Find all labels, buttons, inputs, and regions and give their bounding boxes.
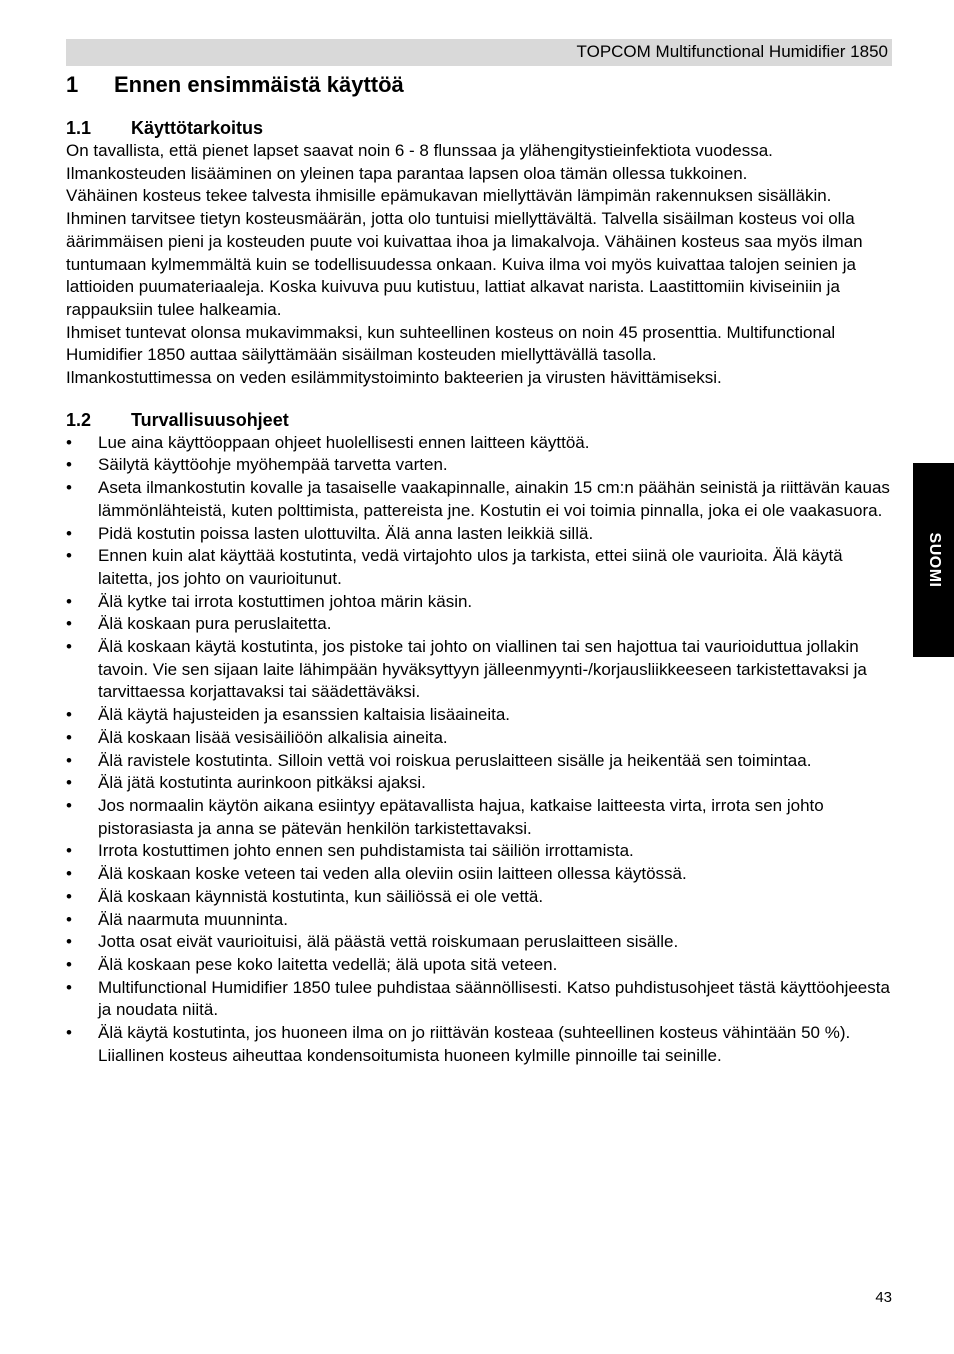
list-item xyxy=(66,909,896,932)
list-item xyxy=(66,840,896,863)
bullet-icon: • xyxy=(66,932,72,952)
list-item xyxy=(66,727,896,750)
list-item-text: Irrota kostuttimen johto ennen sen puhdistamista tai säiliön irrottamista. xyxy=(98,841,634,861)
list-item-text: Älä koskaan koske veteen tai veden alla oleviin osiin laitteen ollessa käytössä. xyxy=(98,864,687,884)
list-item-text: Ennen kuin alat käyttää kostutinta, vedä virtajohto ulos ja tarkista, ettei siinä ole vaurioita. Älä käytä laitetta, jos johto on vaurioitunut. xyxy=(98,546,843,588)
list-item-text: Älä kytke tai irrota kostuttimen johtoa märin käsin. xyxy=(98,591,473,611)
chapter-number: 1 xyxy=(66,72,79,97)
safety-list xyxy=(66,432,896,1068)
language-tab-label: SUOMI xyxy=(925,532,943,588)
list-item xyxy=(66,750,896,773)
list-item-text: Aseta ilmankostutin kovalle ja tasaiselle vaakapinnalle, ainakin 15 cm:n päähän seinistä ja riittävän kauas lämmönlähteistä, kuten polttimista, pattereista jne. Kostutin ei voi toimia pinnalla, joka ei ole vaakasuora. xyxy=(98,478,890,520)
header-title: TOPCOM Multifunctional Humidifier 1850 xyxy=(576,42,888,61)
body-paragraph: Ihmiset tuntevat olonsa mukavimmaksi, kun suhteellinen kosteus on noin 45 prosenttia. Multifunctional Humidifier 1850 auttaa säilyttämään sisäilman kosteuden miellyttävällä tasolla. xyxy=(66,322,836,365)
bullet-icon: • xyxy=(66,637,72,657)
list-item-text: Älä käytä kostutinta, jos huoneen ilma on jo riittävän kosteaa (suhteellinen kosteus vähintään 50 %). Liiallinen kosteus aiheuttaa kondensoitumista huoneen kylmille pinnoille tai seinille. xyxy=(98,1023,851,1065)
bullet-icon: • xyxy=(66,750,72,770)
section-heading-purpose xyxy=(66,116,896,140)
bullet-icon: • xyxy=(66,523,72,543)
section-body-purpose xyxy=(66,140,896,390)
list-item xyxy=(66,795,896,840)
list-item xyxy=(66,954,896,977)
list-item xyxy=(66,977,896,1022)
list-item xyxy=(66,432,896,455)
list-item xyxy=(66,545,896,590)
list-item xyxy=(66,523,896,546)
bullet-icon: • xyxy=(66,455,72,475)
list-item-text: Multifunctional Humidifier 1850 tulee puhdistaa säännöllisesti. Katso puhdistusohjeet tästä käyttöohjeesta ja noudata niitä. xyxy=(98,977,890,1020)
list-item-text: Älä koskaan pura peruslaitetta. xyxy=(98,614,332,634)
page-content xyxy=(66,70,896,1067)
bullet-icon: • xyxy=(66,591,72,611)
bullet-icon: • xyxy=(66,705,72,725)
bullet-icon: • xyxy=(66,614,72,634)
bullet-icon: • xyxy=(66,432,72,452)
bullet-icon: • xyxy=(66,909,72,929)
list-item-text: Pidä kostutin poissa lasten ulottuvilta. Älä anna lasten leikkiä sillä. xyxy=(98,523,594,543)
list-item xyxy=(66,704,896,727)
section-number: 1.1 xyxy=(66,118,92,138)
list-item xyxy=(66,772,896,795)
bullet-icon: • xyxy=(66,1023,72,1043)
bullet-icon: • xyxy=(66,546,72,566)
list-item xyxy=(66,613,896,636)
body-paragraph: Vähäinen kosteus tekee talvesta ihmisille epämukavan miellyttävän lämpimän rakennuksen sisälläkin. Ihminen tarvitsee tietyn kosteusmäärän, jotta olo tuntuisi miellyttävältä. Talvella sisäilman kosteus voi olla äärimmäisen pieni ja kosteuden puute voi kuivattaa ihoa ja limakalvoja. Vähäinen kosteus saa myös ilman tuntumaan kylmemmältä kuin se todellisuudessa onkaan. Kuiva ilma voi myös kuivattaa talojen seinien ja lattioiden puumateriaaleja. Koska kuivuva puu kutistuu, lattiat alkavat narista. Laastittomiin kiviseiniin ja rappauksiin tulee halkeamia. xyxy=(66,186,863,319)
list-item xyxy=(66,886,896,909)
list-item xyxy=(66,863,896,886)
list-item xyxy=(66,636,896,704)
list-item-text: Älä koskaan käynnistä kostutinta, kun säiliössä ei ole vettä. xyxy=(98,886,544,906)
list-item-text: Älä jätä kostutinta aurinkoon pitkäksi ajaksi. xyxy=(98,773,426,793)
list-item xyxy=(66,591,896,614)
bullet-icon: • xyxy=(66,977,72,997)
list-item-text: Jotta osat eivät vaurioituisi, älä päästä vettä roiskumaan peruslaitteen sisälle. xyxy=(98,932,679,952)
bullet-icon: • xyxy=(66,773,72,793)
list-item xyxy=(66,931,896,954)
chapter-title: Ennen ensimmäistä käyttöä xyxy=(114,72,404,97)
list-item-text: Älä naarmuta muunninta. xyxy=(98,909,288,929)
bullet-icon: • xyxy=(66,478,72,498)
bullet-icon: • xyxy=(66,841,72,861)
body-paragraph: Ilmankostuttimessa on veden esilämmitystoiminto bakteerien ja virusten hävittämiseksi. xyxy=(66,368,722,388)
list-item-text: Älä käytä hajusteiden ja esanssien kaltaisia lisäaineita. xyxy=(98,705,511,725)
bullet-icon: • xyxy=(66,727,72,747)
bullet-icon: • xyxy=(66,864,72,884)
list-item-text: Säilytä käyttöohje myöhempää tarvetta varten. xyxy=(98,455,448,475)
list-item xyxy=(66,1022,896,1067)
list-item-text: Älä koskaan lisää vesisäiliöön alkalisia aineita. xyxy=(98,727,448,747)
section-title: Käyttötarkoitus xyxy=(131,118,264,138)
list-item-text: Älä koskaan pese koko laitetta vedellä; älä upota sitä veteen. xyxy=(98,954,558,974)
list-item-text: Lue aina käyttöoppaan ohjeet huolellisesti ennen laitteen käyttöä. xyxy=(98,432,590,452)
list-item-text: Jos normaalin käytön aikana esiintyy epätavallista hajua, katkaise laitteesta virta, irrota sen johto pistorasiasta ja anna se pätevän henkilön tarkistettavaksi. xyxy=(98,795,824,838)
body-paragraph: On tavallista, että pienet lapset saavat noin 6 - 8 flunssaa ja ylähengitystieinfektiota vuodessa. Ilmankosteuden lisääminen on yleinen tapa parantaa lapsen oloa tämän ollessa tukkoinen. xyxy=(66,141,773,183)
list-item-text: Älä koskaan käytä kostutinta, jos pistoke tai johto on viallinen tai sen hajottua tai vaurioiduttua jollakin tavoin. Vie sen sijaan laite lähimpään hyväksyttyyn jälleenmyynti-/korjausliikkeeseen tarkistettavaksi ja tarvittaessa korjattavaksi tai säädettäväksi. xyxy=(98,637,867,702)
section-title: Turvallisuusohjeet xyxy=(131,409,289,430)
bullet-icon: • xyxy=(66,886,72,906)
list-item xyxy=(66,454,896,477)
chapter-heading xyxy=(66,70,896,100)
section-heading-safety xyxy=(66,408,896,432)
bullet-icon: • xyxy=(66,795,72,815)
list-item xyxy=(66,477,896,522)
language-side-tab xyxy=(913,463,954,657)
list-item-text: Älä ravistele kostutinta. Silloin vettä voi roiskua peruslaitteen sisälle ja heikentää sen toimintaa. xyxy=(98,750,812,770)
page-number: 43 xyxy=(875,1289,892,1306)
header-bar xyxy=(66,39,892,66)
bullet-icon: • xyxy=(66,954,72,974)
section-number: 1.2 xyxy=(66,409,92,430)
